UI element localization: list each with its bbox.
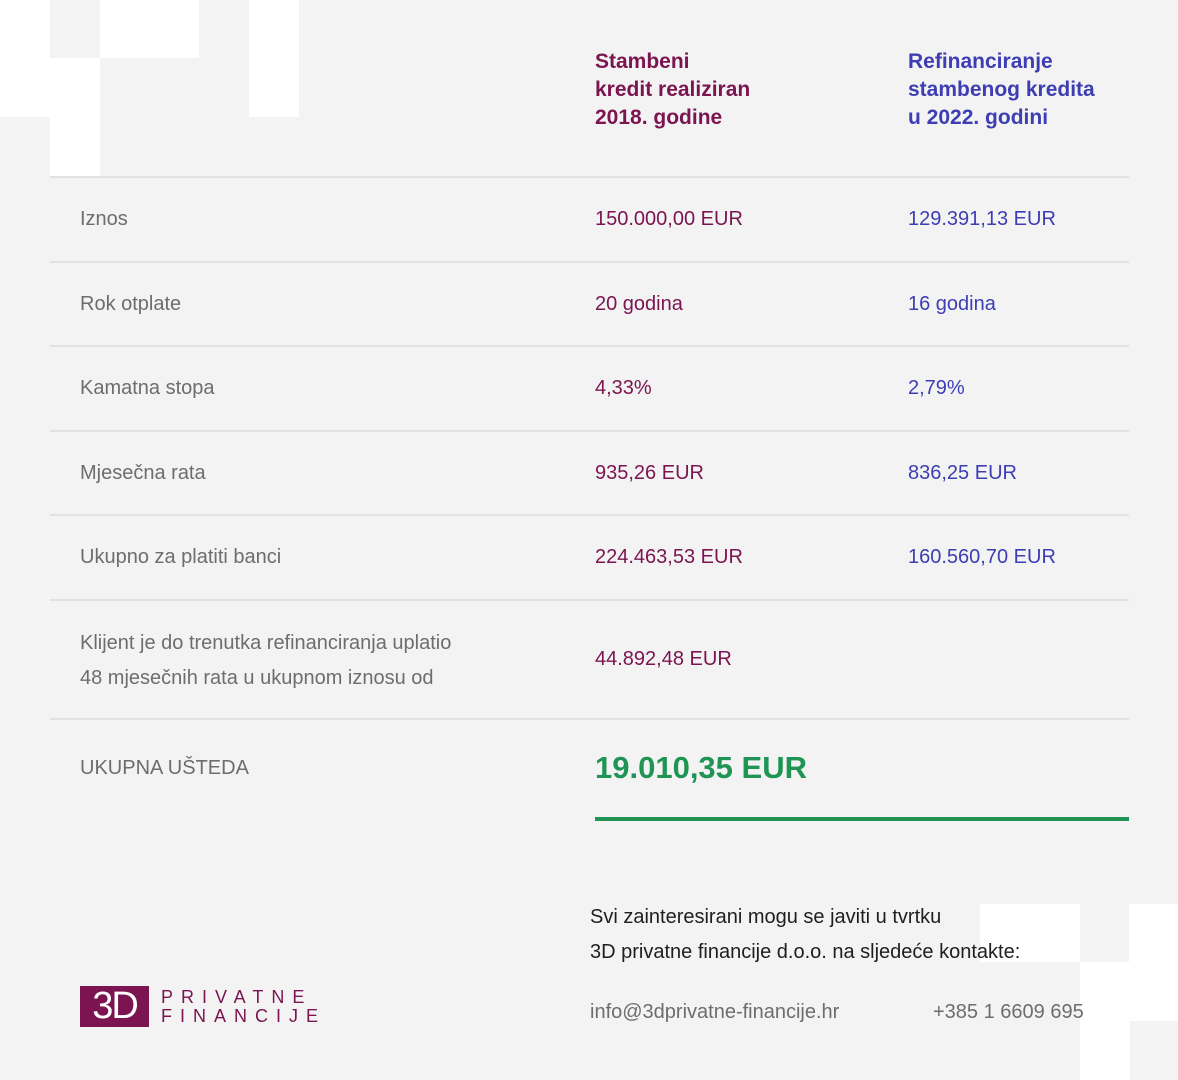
column-header-line: 2018. godine <box>595 106 723 129</box>
row-divider <box>50 430 1129 432</box>
logo-wordmark <box>161 988 326 1026</box>
row-divider <box>50 599 1129 601</box>
row-value-amount-original: 150.000,00 EUR <box>595 208 743 230</box>
column-header-line: stambenog kredita <box>908 78 1095 101</box>
decor-square-bottom-right-3 <box>1129 904 1178 1021</box>
decor-square-top-left-1 <box>0 0 50 117</box>
row-label-total-to-bank: Ukupno za platiti banci <box>80 546 282 568</box>
contact-intro-line: Svi zainteresirani mogu se javiti u tvrtku <box>590 906 942 928</box>
column-header-line: u 2022. godini <box>908 106 1049 129</box>
column-header-line: Refinanciranje <box>908 50 1053 73</box>
row-divider <box>50 345 1129 347</box>
row-label-interest: Kamatna stopa <box>80 377 215 399</box>
row-value-amount-refinanced: 129.391,13 EUR <box>908 208 1056 230</box>
contact-phone-link[interactable]: +385 1 6609 695 <box>933 1001 1084 1023</box>
total-savings-value: 19.010,35 EUR <box>595 750 807 785</box>
paid-value: 44.892,48 EUR <box>595 648 732 670</box>
column-header-line: Stambeni <box>595 50 690 73</box>
contact-intro-line: 3D privatne financije d.o.o. na sljedeće kontakte: <box>590 941 1021 963</box>
row-value-interest-original: 4,33% <box>595 377 652 399</box>
column-header-refinanced-loan <box>908 48 1095 132</box>
logo-line-2: FINANCIJE <box>161 1006 327 1026</box>
row-value-monthly-original: 935,26 EUR <box>595 462 704 484</box>
logo-line-1: PRIVATNE <box>161 987 313 1007</box>
row-value-total-to-bank-original: 224.463,53 EUR <box>595 546 743 568</box>
row-divider <box>50 514 1129 516</box>
decor-square-top-left-3 <box>100 0 199 58</box>
row-label-amount: Iznos <box>80 208 128 230</box>
paid-description <box>80 626 451 696</box>
column-header-line: kredit realiziran <box>595 78 751 101</box>
row-value-term-original: 20 godina <box>595 293 683 315</box>
row-label-monthly: Mjesečna rata <box>80 462 206 484</box>
row-value-interest-refinanced: 2,79% <box>908 377 965 399</box>
column-header-original-loan <box>595 48 750 132</box>
paid-description-line: 48 mjesečnih rata u ukupnom iznosu od <box>80 667 434 689</box>
contact-intro <box>590 900 1020 970</box>
contact-email-link[interactable]: info@3dprivatne-financije.hr <box>590 1001 840 1023</box>
row-divider <box>50 176 1129 178</box>
decor-square-top-left-4 <box>249 0 299 117</box>
row-value-monthly-refinanced: 836,25 EUR <box>908 462 1017 484</box>
paid-description-line: Klijent je do trenutka refinanciranja uplatio <box>80 632 452 654</box>
row-value-total-to-bank-refinanced: 160.560,70 EUR <box>908 546 1056 568</box>
row-value-term-refinanced: 16 godina <box>908 293 996 315</box>
total-savings-underline <box>595 817 1129 821</box>
row-label-term: Rok otplate <box>80 293 182 315</box>
total-savings-label: UKUPNA UŠTEDA <box>80 757 249 779</box>
row-divider <box>50 718 1129 720</box>
decor-square-bottom-right-2 <box>1080 962 1130 1080</box>
decor-square-top-left-2 <box>50 58 100 176</box>
logo-mark: 3D <box>80 986 149 1027</box>
row-divider <box>50 261 1129 263</box>
